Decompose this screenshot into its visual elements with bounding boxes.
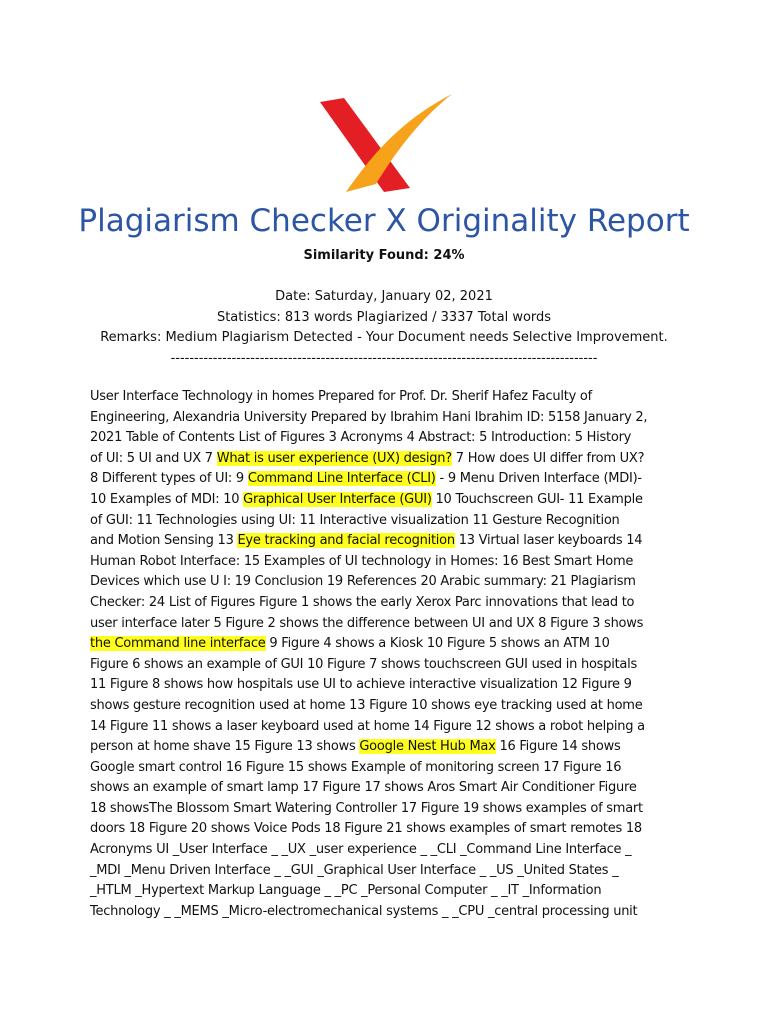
document-line [90, 861, 682, 882]
document-text-segment: shows an example of smart lamp 17 Figure 17 shows Aros Smart Air Conditioner Figure [90, 780, 637, 796]
document-line [90, 758, 682, 779]
document-line [90, 593, 682, 614]
document-text-segment: User Interface Technology in homes Prepared for Prof. Dr. Sherif Hafez Faculty of [90, 389, 592, 404]
plagiarism-highlight: the Command line interface [90, 636, 266, 652]
document-text-segment: of GUI: 11 Technologies using UI: 11 Interactive visualization 11 Gesture Recognition [90, 512, 620, 528]
document-text-segment: Human Robot Interface: 15 Examples of UI technology in Homes: 16 Best Smart Home [90, 553, 634, 569]
document-text-segment: 10 Examples of MDI: 10 [90, 491, 244, 507]
document-text-segment: Engineering, Alexandria University Prepared by Ibrahim Hani Ibrahim ID: 5158 January 2, [90, 409, 648, 425]
document-text-segment: 9 Figure 4 shows a Kiosk 10 Figure 5 shows an ATM 10 [265, 636, 610, 652]
report-meta [0, 287, 768, 369]
document-line [90, 511, 682, 532]
document-text-segment: 18 showsThe Blossom Smart Watering Controller 17 Figure 19 shows examples of smart [90, 800, 643, 816]
document-text-segment: 2021 Table of Contents List of Figures 3 Acronyms 4 Abstract: 5 Introduction: 5 History [90, 430, 632, 446]
report-statistics: Statistics: 813 words Plagiarized / 3337 Total words [216, 309, 552, 325]
document-text-segment: shows gesture recognition used at home 13 Figure 10 shows eye tracking used at home [90, 697, 643, 713]
document-text-segment: 7 How does UI differ from UX? [451, 450, 645, 466]
document-text-segment: - 9 Menu Driven Interface (MDI)- [435, 471, 642, 487]
document-text-segment: and Motion Sensing 13 [90, 533, 238, 549]
document-line [90, 428, 682, 449]
document-text-segment: Technology _ _MEMS _Micro-electromechanical systems _ _CPU _central processing unit [90, 903, 638, 919]
document-line [90, 408, 682, 429]
plagiarism-highlight: Command Line Interface (CLI) [247, 471, 436, 487]
document-text-segment: _MDI _Menu Driven Interface _ _GUI _Graphical User Interface _ _US _United States _ [90, 862, 619, 878]
report-divider: ------------------------------------------------------------------------------------------- [170, 350, 598, 366]
document-text-segment: 16 Figure 14 shows [495, 739, 621, 755]
report-date: Date: Saturday, January 02, 2021 [275, 289, 493, 304]
document-line [90, 614, 682, 635]
document-text-segment: 10 Touchscreen GUI- 11 Example [431, 491, 643, 507]
document-text-segment: user interface later 5 Figure 2 shows the difference between UI and UX 8 Figure 3 shows [90, 615, 644, 631]
document-text [90, 387, 682, 922]
document-line [90, 819, 682, 840]
document-line [90, 881, 682, 902]
document-line [90, 675, 682, 696]
document-line [90, 778, 682, 799]
document-line [90, 902, 682, 923]
document-text-segment: of UI: 5 UI and UX 7 [90, 450, 217, 466]
document-line [90, 469, 682, 490]
document-text-segment: Checker: 24 List of Figures Figure 1 shows the early Xerox Parc innovations that lead to [90, 594, 635, 610]
plagiarism-highlight: Graphical User Interface (GUI) [243, 491, 432, 507]
document-line [90, 799, 682, 820]
plagiarism-highlight: What is user experience (UX) design? [216, 450, 452, 466]
document-line [90, 655, 682, 676]
similarity-found: Similarity Found: 24% [303, 248, 465, 263]
plagiarism-highlight: Google Nest Hub Max [359, 739, 496, 755]
report-remarks: Remarks: Medium Plagiarism Detected - Your Document needs Selective Improvement. [100, 330, 668, 345]
document-text-segment: doors 18 Figure 20 shows Voice Pods 18 Figure 21 shows examples of smart remotes 18 [90, 821, 642, 837]
document-line [90, 449, 682, 470]
document-text-segment: Acronyms UI _User Interface _ _UX _user experience _ _CLI _Command Line Interface _ [90, 842, 632, 858]
report-title: Plagiarism Checker X Originality Report [78, 203, 690, 239]
document-text-segment: 14 Figure 11 shows a laser keyboard used at home 14 Figure 12 shows a robot helping a [90, 718, 645, 734]
document-text-segment: Figure 6 shows an example of GUI 10 Figure 7 shows touchscreen GUI used in hospitals [90, 656, 638, 672]
document-line [90, 634, 682, 655]
document-line [90, 387, 682, 408]
document-text-segment: person at home shave 15 Figure 13 shows [90, 739, 360, 755]
document-text-segment: Google smart control 16 Figure 15 shows Example of monitoring screen 17 Figure 16 [90, 759, 622, 775]
document-text-segment: 13 Virtual laser keyboards 14 [454, 533, 643, 549]
document-line [90, 717, 682, 738]
document-line [90, 696, 682, 717]
document-line [90, 552, 682, 573]
plagiarism-checker-x-logo [318, 92, 454, 194]
document-line [90, 531, 682, 552]
document-line [90, 572, 682, 593]
document-text-segment: Devices which use U I: 19 Conclusion 19 References 20 Arabic summary: 21 Plagiarism [90, 574, 636, 590]
document-text-segment: 8 Different types of UI: 9 [90, 471, 248, 487]
plagiarism-highlight: Eye tracking and facial recognition [237, 533, 455, 549]
document-text-segment: _HTLM _Hypertext Markup Language _ _PC _Personal Computer _ _IT _Information [90, 883, 602, 899]
document-line [90, 840, 682, 861]
document-line [90, 490, 682, 511]
document-text-segment: 11 Figure 8 shows how hospitals use UI to achieve interactive visualization 12 Figure 9 [90, 677, 632, 693]
document-line [90, 737, 682, 758]
